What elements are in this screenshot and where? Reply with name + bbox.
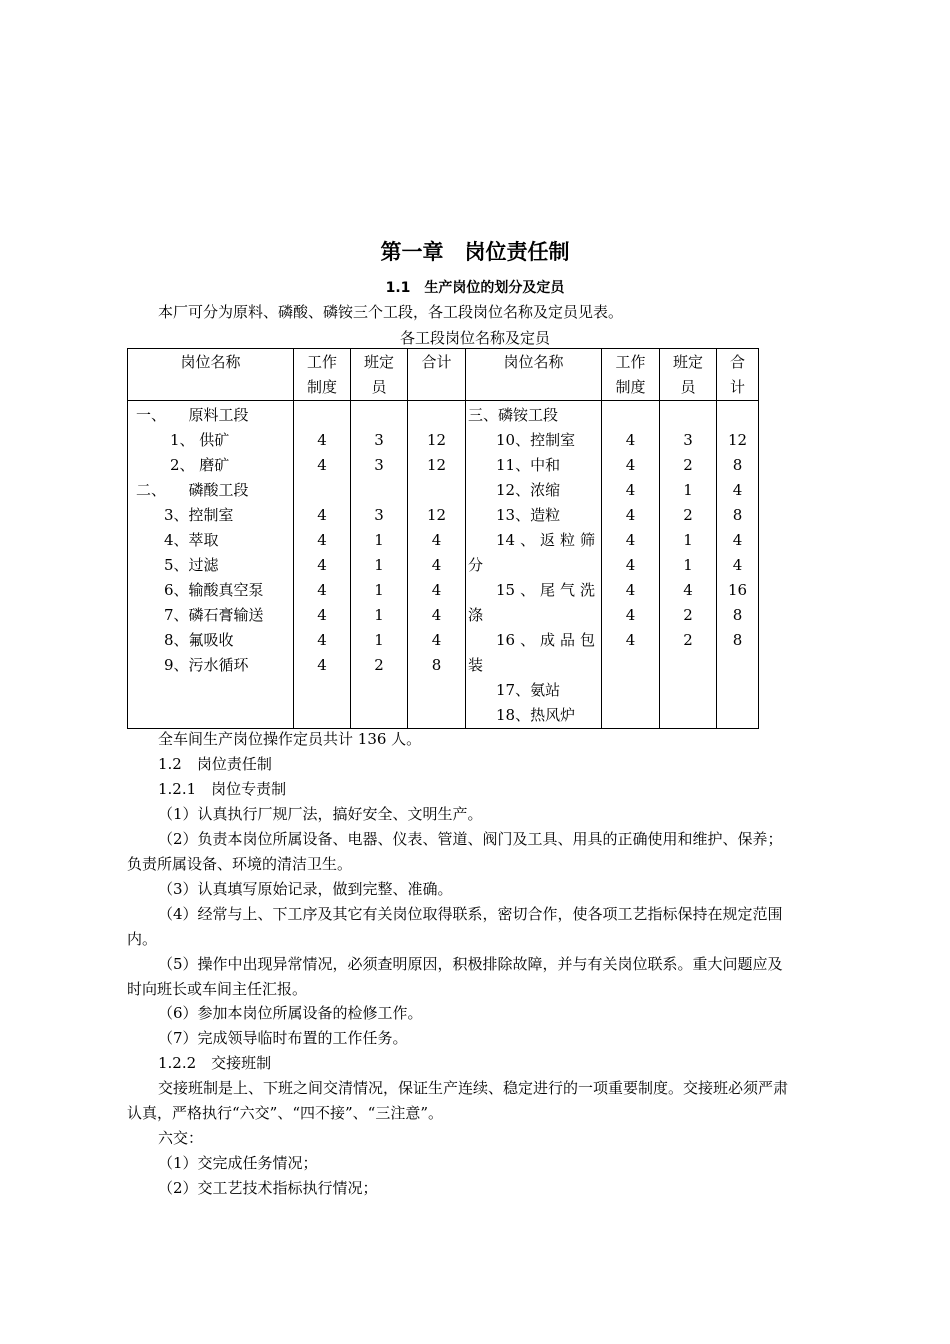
table-cell: 8 xyxy=(732,631,743,649)
table-cell: 1 xyxy=(374,581,384,599)
table-cell: 1 xyxy=(683,531,693,549)
six-handover-item: （1）交完成任务情况； xyxy=(158,1154,318,1172)
section-heading-1-2-1: 1.2.1 岗位专责制 xyxy=(158,780,287,798)
table-cell xyxy=(717,703,758,728)
table-header-row xyxy=(128,349,759,401)
table-cell: 12、浓缩 xyxy=(496,481,561,499)
table-cell: 16 xyxy=(727,581,748,599)
left-staff-column xyxy=(351,401,408,729)
six-handover-label: 六交： xyxy=(158,1129,204,1147)
table-cell: 4 xyxy=(317,506,327,524)
total-staff-line: 全车间生产岗位操作定员共计 136 人。 xyxy=(158,730,422,748)
table-cell: 12 xyxy=(426,431,447,449)
table-cell xyxy=(660,403,716,428)
table-cell: 4 xyxy=(317,456,327,474)
table-cell: 7、磷石膏输送 xyxy=(164,606,264,624)
right-total-column xyxy=(717,401,759,729)
table-cell: 4 xyxy=(317,531,327,549)
table-cell xyxy=(660,653,716,678)
header-post-name: 岗位名称 xyxy=(128,349,294,401)
left-total-column xyxy=(408,401,466,729)
table-cell xyxy=(602,403,659,428)
table-cell xyxy=(351,403,407,428)
table-cell: 装 xyxy=(468,656,484,674)
table-cell: 4 xyxy=(431,531,442,549)
table-cell: 3 xyxy=(374,456,384,474)
table-cell: 8 xyxy=(431,656,442,674)
table-cell: 8 xyxy=(732,506,743,524)
header-shift-system-right: 工作 制度 xyxy=(602,349,660,401)
table-cell: 2、 磨矿 xyxy=(170,456,230,474)
table-cell: 8 xyxy=(732,456,743,474)
table-cell: 3 xyxy=(374,506,384,524)
table-cell: 分 xyxy=(468,556,484,574)
table-cell xyxy=(660,703,716,728)
table-cell xyxy=(294,478,350,503)
table-cell: 14、返粒筛 xyxy=(496,531,595,549)
duty-item-continued: 时向班长或车间主任汇报。 xyxy=(127,980,308,998)
section-heading-1-2-2: 1.2.2 交接班制 xyxy=(158,1054,272,1072)
chapter-title: 第一章 岗位责任制 xyxy=(380,240,570,264)
table-cell: 4 xyxy=(625,631,636,649)
table-cell: 2 xyxy=(683,606,693,624)
table-body-row xyxy=(128,401,759,729)
table-cell xyxy=(602,653,659,678)
header-post-name-right: 岗位名称 xyxy=(466,349,602,401)
right-staff-column xyxy=(660,401,717,729)
table-cell: 1 xyxy=(374,556,384,574)
duty-item: （6）参加本岗位所属设备的检修工作。 xyxy=(158,1004,423,1022)
table-cell: 4 xyxy=(431,581,442,599)
header-staff: 班定 员 xyxy=(351,349,408,401)
table-cell: 2 xyxy=(683,506,693,524)
table-cell xyxy=(717,678,758,703)
left-names-column xyxy=(128,401,294,729)
table-cell: 4 xyxy=(625,481,636,499)
table-cell xyxy=(294,403,350,428)
table-cell: 1 xyxy=(683,481,693,499)
table-cell xyxy=(408,478,465,503)
table-cell: 15、尾气洗 xyxy=(496,581,595,599)
duty-item: （1）认真执行厂规厂法，搞好安全、文明生产。 xyxy=(158,805,483,823)
table-cell: 4 xyxy=(625,556,636,574)
header-total-right: 合 计 xyxy=(717,349,759,401)
staffing-table xyxy=(127,348,759,729)
duty-item: （3）认真填写原始记录，做到完整、准确。 xyxy=(158,880,453,898)
table-cell: 4 xyxy=(625,531,636,549)
table-cell: 5、过滤 xyxy=(164,556,219,574)
table-cell: 3、控制室 xyxy=(164,506,234,524)
table-cell: 4 xyxy=(317,606,327,624)
table-cell: 4 xyxy=(431,556,442,574)
table-cell: 1 xyxy=(374,606,384,624)
header-staff-right: 班定 员 xyxy=(660,349,717,401)
table-cell: 4 xyxy=(683,581,693,599)
header-shift-system: 工作 制度 xyxy=(294,349,351,401)
table-cell: 3 xyxy=(374,431,384,449)
table-cell xyxy=(717,403,758,428)
duty-item: （5）操作中出现异常情况，必须查明原因，积极排除故障，并与有关岗位联系。重大问题应及 xyxy=(158,955,783,973)
table-cell xyxy=(660,678,716,703)
six-handover-item: （2）交工艺技术指标执行情况； xyxy=(158,1179,378,1197)
table-cell: 11、中和 xyxy=(496,456,561,474)
handover-paragraph-continued: 认真，严格执行“六交”、“四不接”、“三注意”。 xyxy=(127,1104,444,1122)
table-cell: 6、输酸真空泵 xyxy=(164,581,264,599)
duty-item-continued: 负责所属设备、环境的清洁卫生。 xyxy=(127,855,353,873)
table-cell: 4 xyxy=(625,581,636,599)
table-cell: 1 xyxy=(374,631,384,649)
table-cell: 4 xyxy=(732,556,743,574)
table-cell: 4 xyxy=(625,431,636,449)
table-cell xyxy=(602,703,659,728)
table-cell: 12 xyxy=(727,431,748,449)
table-cell: 8 xyxy=(732,606,743,624)
table-cell: 12 xyxy=(426,506,447,524)
handover-paragraph: 交接班制是上、下班之间交清情况，保证生产连续、稳定进行的一项重要制度。交接班必须严肃 xyxy=(158,1079,789,1097)
section-heading-1-2: 1.2 岗位责任制 xyxy=(158,755,272,773)
table-cell: 4 xyxy=(317,656,327,674)
table-cell: 4 xyxy=(431,606,442,624)
table-cell: 2 xyxy=(374,656,384,674)
table-cell: 涤 xyxy=(468,606,484,624)
left-shift-column xyxy=(294,401,351,729)
table-cell: 18、热风炉 xyxy=(496,706,576,724)
table-cell: 4 xyxy=(625,456,636,474)
duty-item: （4）经常与上、下工序及其它有关岗位取得联系，密切合作，使各项工艺指标保持在规定范围 xyxy=(158,905,783,923)
table-cell: 一、 原料工段 xyxy=(136,406,249,424)
intro-paragraph: 本厂可分为原料、磷酸、磷铵三个工段，各工段岗位名称及定员见表。 xyxy=(158,303,624,321)
table-cell: 13、造粒 xyxy=(496,506,561,524)
header-total: 合计 xyxy=(408,349,466,401)
table-cell: 9、污水循环 xyxy=(164,656,249,674)
table-cell: 16、成品包 xyxy=(496,631,595,649)
table-cell: 1、 供矿 xyxy=(170,431,230,449)
table-cell: 3 xyxy=(683,431,693,449)
table-cell: 1 xyxy=(374,531,384,549)
table-cell: 4 xyxy=(317,581,327,599)
duty-item: （2）负责本岗位所属设备、电器、仪表、管道、阀门及工具、用具的正确使用和维护、保养； xyxy=(158,830,783,848)
table-cell: 1 xyxy=(683,556,693,574)
table-cell: 4 xyxy=(317,631,327,649)
right-names-column xyxy=(466,401,602,729)
duty-item: （7）完成领导临时布置的工作任务。 xyxy=(158,1029,408,1047)
table-cell xyxy=(408,403,465,428)
table-cell xyxy=(717,653,758,678)
table-cell: 12 xyxy=(426,456,447,474)
table-cell: 三、磷铵工段 xyxy=(468,406,559,424)
table-cell: 4 xyxy=(625,606,636,624)
duty-item-continued: 内。 xyxy=(127,930,158,948)
section-heading-1-1: 1.1 生产岗位的划分及定员 xyxy=(385,280,565,296)
table-cell: 二、 磷酸工段 xyxy=(136,481,249,499)
table-cell: 8、氟吸收 xyxy=(164,631,234,649)
table-cell: 4、萃取 xyxy=(164,531,219,549)
table-caption: 各工段岗位名称及定员 xyxy=(399,329,550,347)
right-shift-column xyxy=(602,401,660,729)
table-cell: 4 xyxy=(732,481,743,499)
table-cell: 4 xyxy=(431,631,442,649)
table-cell xyxy=(602,678,659,703)
table-cell: 4 xyxy=(625,506,636,524)
table-cell: 4 xyxy=(732,531,743,549)
table-cell: 2 xyxy=(683,631,693,649)
table-cell: 2 xyxy=(683,456,693,474)
table-cell xyxy=(351,478,407,503)
table-cell: 17、氨站 xyxy=(496,681,561,699)
table-cell: 4 xyxy=(317,431,327,449)
table-cell: 4 xyxy=(317,556,327,574)
table-cell: 10、控制室 xyxy=(496,431,576,449)
